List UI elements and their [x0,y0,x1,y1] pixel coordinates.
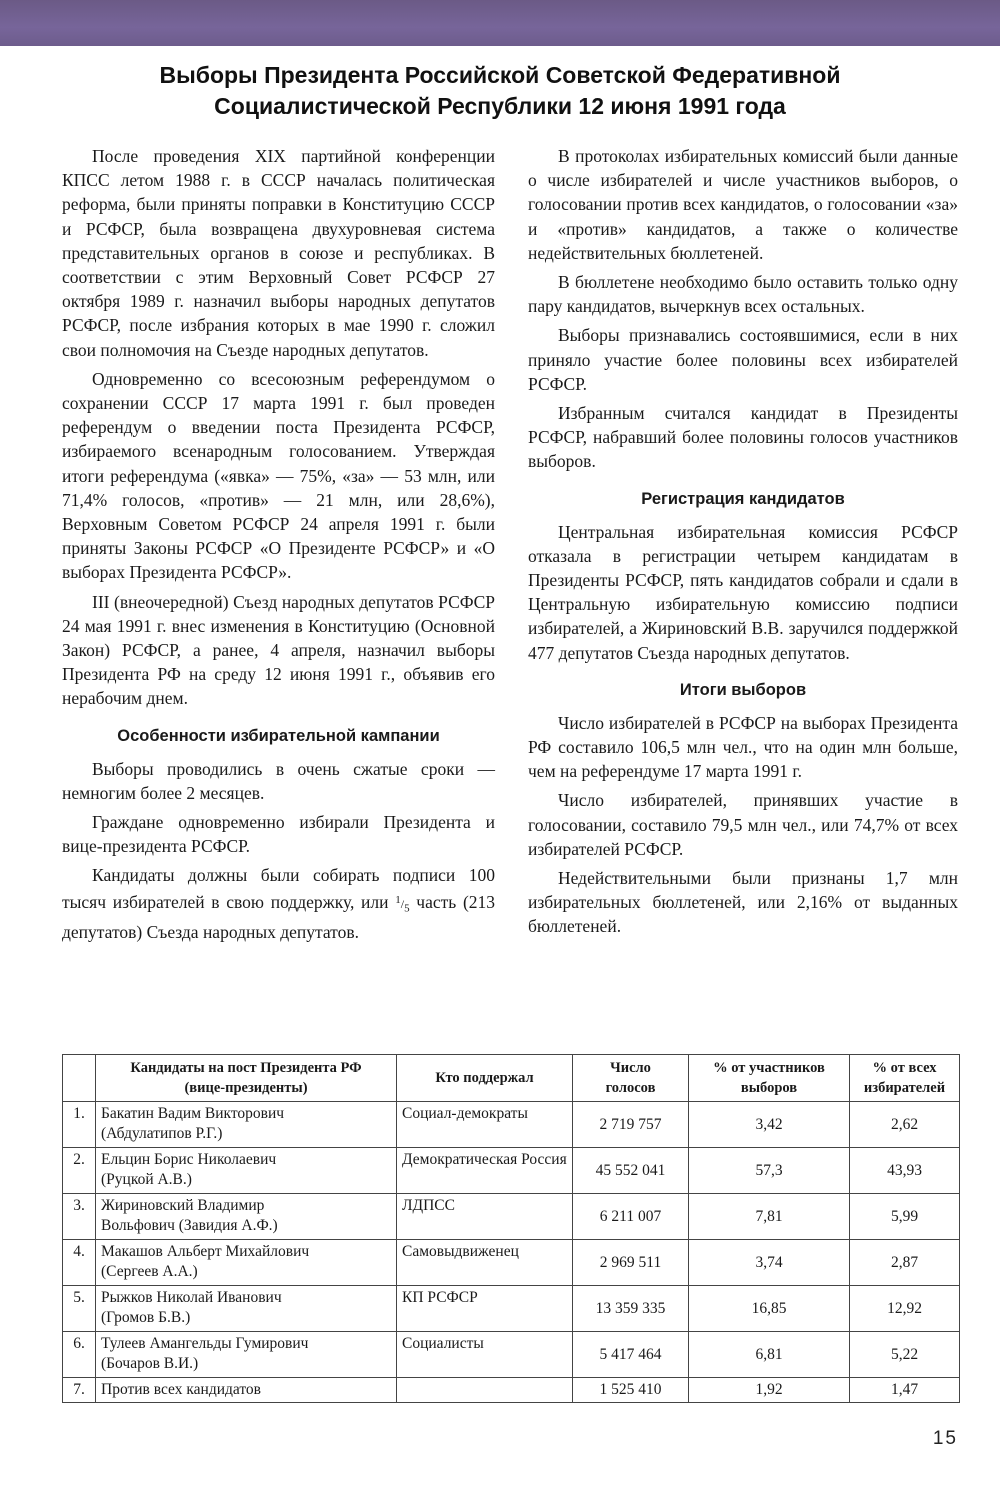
section-heading-registration: Регистрация кандидатов [641,489,845,508]
header-text: Число [610,1060,651,1076]
paragraph: Избранным считался кандидат в Президенты РСФСР, набравший более половины голосов участников выборов. [528,403,958,472]
pct-participants-cell: 16,85 [689,1286,850,1332]
candidate-cell [96,1102,397,1148]
paragraph [62,863,495,944]
header-pct-participants [689,1055,850,1102]
candidate-name: Рыжков Николай Иванович [101,1289,282,1306]
row-index: 2. [63,1148,96,1194]
paragraph-part: Кандидаты должны были собирать подписи 100 тысяч избирателей в свою поддержку, или [62,865,495,912]
paragraph: Число избирателей, принявших участие в голосовании, составило 79,5 млн чел., или 74,7% от всех избирателей РСФСР. [528,790,958,859]
header-text: выборов [740,1080,798,1096]
table-row [63,1194,960,1240]
row-index: 5. [63,1286,96,1332]
pct-all-cell: 2,87 [850,1240,960,1286]
table-row [63,1378,960,1403]
paragraph-part: часть (213 депутатов) Съезда народных депутатов. [62,891,496,943]
page-title [40,60,960,122]
candidate-name: Макашов Альберт Михайлович [101,1243,310,1260]
pct-participants-cell: 3,74 [689,1240,850,1286]
pct-all-cell: 12,92 [850,1286,960,1332]
fraction-denominator: 5 [404,902,410,915]
votes-cell: 13 359 335 [573,1286,689,1332]
pct-all-cell: 43,93 [850,1148,960,1194]
votes-cell: 2 969 511 [573,1240,689,1286]
support-cell [397,1378,573,1403]
fraction-numerator: 1 [395,893,401,906]
row-index: 4. [63,1240,96,1286]
vice-president: Вольфович (Завидия А.Ф.) [101,1217,278,1234]
header-index [63,1055,96,1102]
vice-president: (Бочаров В.И.) [101,1355,199,1372]
pct-participants-cell: 7,81 [689,1194,850,1240]
pct-all-cell: 5,22 [850,1332,960,1378]
section-heading-campaign: Особенности избирательной кампании [117,726,440,745]
right-column [528,144,958,944]
vice-president: (Руцкой А.В.) [101,1171,192,1188]
pct-all-cell: 2,62 [850,1102,960,1148]
pct-all-cell: 5,99 [850,1194,960,1240]
candidate-cell [96,1148,397,1194]
votes-cell: 5 417 464 [573,1332,689,1378]
header-text: избирателей [863,1080,946,1096]
support-cell: Социал-демократы [397,1102,573,1148]
paragraph: Одновременно со всесоюзным референдумом о сохранении СССР 17 марта 1991 г. был проведен референдум о введении поста Президента РСФСР, избираемого всенародным голосованием. Утверждая итоги референдума («явка» — 75%, «за» — 53 млн, или 71,4% голосов, «против» — 21 млн, или 28,6%), Верховным Советом РСФСР 24 апреля 1991 г. были приняты Законы РСФСР «О Президенте РСФСР» и «О выборах Президента РСФСР». [62,368,495,583]
table-row [63,1240,960,1286]
candidate-cell: Против всех кандидатов [96,1378,397,1403]
support-cell: Социалисты [397,1332,573,1378]
title-line-2: Социалистической Республики 12 июня 1991 года [214,93,786,119]
header-support: Кто поддержал [397,1055,573,1102]
pct-participants-cell: 1,92 [689,1378,850,1403]
header-pct-all [850,1055,960,1102]
support-cell: Демократическая Россия [397,1148,573,1194]
paragraph: Выборы признавались состоявшимися, если в них приняло участие более половины всех избирателей РСФСР. [528,325,958,394]
table-row [63,1332,960,1378]
row-index: 3. [63,1194,96,1240]
paragraph: III (внеочередной) Съезд народных депутатов РСФСР 24 мая 1991 г. внес изменения в Конституцию (Основной Закон) РСФСР, а ранее, 4 апреля, назначил выборы Президента РФ на среду 12 июня 1991 г., объявив его нерабочим днем. [62,591,495,709]
paragraph: Граждане одновременно избирали Президента и вице-президента РСФСР. [62,812,495,857]
candidate-name: Жириновский Владимир [101,1197,265,1214]
support-cell: Самовыдвиженец [397,1240,573,1286]
table-header-row [63,1055,960,1102]
votes-cell: 6 211 007 [573,1194,689,1240]
header-votes [573,1055,689,1102]
header-candidate [96,1055,397,1102]
results-table [62,1054,960,1403]
table-row [63,1148,960,1194]
pct-all-cell: 1,47 [850,1378,960,1403]
title-line-1: Выборы Президента Российской Советской Федеративной [159,62,841,88]
page-number: 15 [932,1428,958,1449]
candidate-name: Бакатин Вадим Викторович [101,1105,285,1122]
candidate-cell [96,1194,397,1240]
paragraph: В протоколах избирательных комиссий были данные о числе избирателей и числе участников выборов, о голосовании против всех кандидатов, о голосовании «за» и «против» кандидатов, а также о количестве недействительных бюллетеней. [528,146,958,263]
pct-participants-cell: 3,42 [689,1102,850,1148]
header-text: % от всех [872,1060,937,1076]
paragraph: Недействительными были признаны 1,7 млн избирательных бюллетеней, или 2,16% от выданных бюллетеней. [528,868,958,937]
section-heading-results: Итоги выборов [679,680,807,699]
votes-cell: 1 525 410 [573,1378,689,1403]
votes-cell: 45 552 041 [573,1148,689,1194]
candidate-cell [96,1240,397,1286]
paragraph: Число избирателей в РСФСР на выборах Президента РФ составило 106,5 млн чел., что на один млн больше, чем на референдуме 17 марта 1991 г. [528,712,958,782]
row-index: 7. [63,1378,96,1403]
left-column [62,144,495,949]
vice-president: (Абдулатипов Р.Г.) [101,1125,223,1142]
table-row [63,1286,960,1332]
vice-president: (Громов Б.В.) [101,1309,191,1326]
vice-president: (Сергеев А.А.) [101,1263,198,1280]
votes-cell: 2 719 757 [573,1102,689,1148]
candidate-name: Ельцин Борис Николаевич [101,1151,277,1168]
header-text: Кандидаты на пост Президента РФ [130,1060,362,1076]
pct-participants-cell: 6,81 [689,1332,850,1378]
support-cell: ЛДПСС [397,1194,573,1240]
row-index: 1. [63,1102,96,1148]
pct-participants-cell: 57,3 [689,1148,850,1194]
candidate-cell [96,1332,397,1378]
fraction: $^1/_5$ [395,893,410,915]
paragraph: После проведения XIX партийной конференции КПСС летом 1988 г. в СССР началась политическая реформа, были приняты поправки в Конституцию СССР и РСФСР, была возвращена двухуровневая система представительных органов в союзе и республиках. В соответствии с этим Верховный Совет РСФСР 27 октября 1989 г. назначил выборы народных депутатов РСФСР, после избрания которых в мае 1990 г. сложил свои полномочия на Съезде народных депутатов. [62,146,495,360]
row-index: 6. [63,1332,96,1378]
candidate-name: Тулеев Амангельды Гумирович [101,1335,309,1352]
header-text: % от участников [713,1060,825,1076]
paragraph: В бюллетене необходимо было оставить только одну пару кандидатов, вычеркнув всех остальных. [528,272,958,317]
paragraph: Выборы проводились в очень сжатые сроки — немногим более 2 месяцев. [62,758,495,803]
header-text: голосов [605,1080,656,1096]
header-text: (вице-президенты) [184,1080,308,1096]
table-row [63,1102,960,1148]
paragraph: Центральная избирательная комиссия РСФСР отказала в регистрации четырем кандидатам в Президенты РСФСР, пять кандидатов собрали и сдали в Центральную избирательную комиссию подписи избирателей, а Жириновский В.В. заручился поддержкой 477 депутатов Съезда народных депутатов. [528,521,958,663]
header-band [0,0,1000,46]
candidate-cell [96,1286,397,1332]
support-cell: КП РСФСР [397,1286,573,1332]
